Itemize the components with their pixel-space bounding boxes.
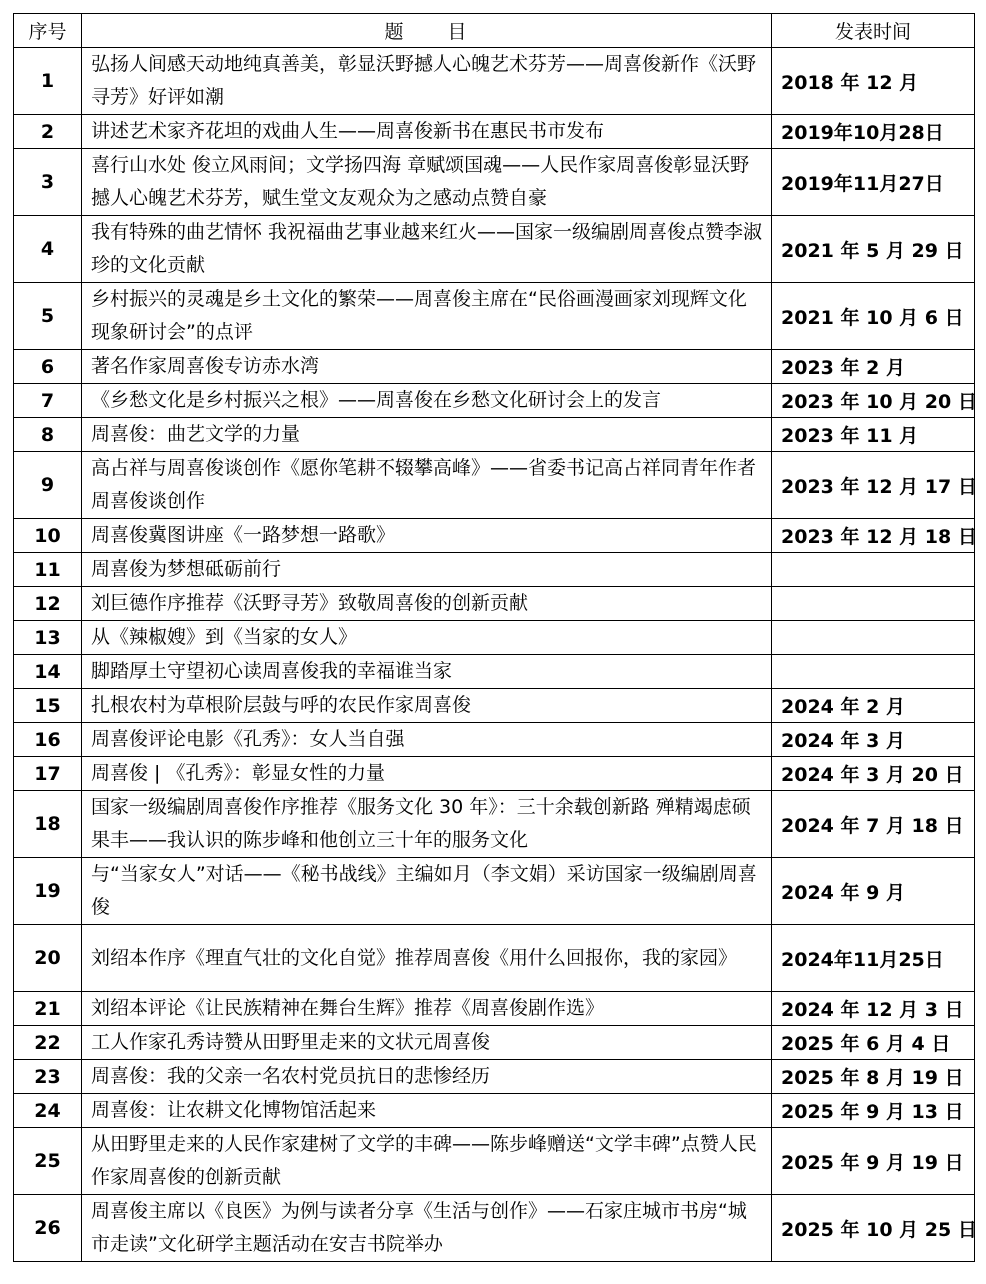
row-number: 11 (14, 553, 82, 587)
table-row (14, 115, 975, 149)
row-date: 2024 年 3 月 20 日 (772, 757, 975, 791)
row-date: 2025 年 9 月 19 日 (772, 1128, 975, 1195)
table-row (14, 925, 975, 992)
row-number: 8 (14, 418, 82, 452)
row-date: 2024年11月25日 (772, 925, 975, 992)
row-number: 6 (14, 350, 82, 384)
table-row (14, 48, 975, 115)
row-number: 12 (14, 587, 82, 621)
row-number: 22 (14, 1026, 82, 1060)
row-date: 2025 年 10 月 25 日 (772, 1195, 975, 1262)
row-number: 14 (14, 655, 82, 689)
row-title: 高占祥与周喜俊谈创作《愿你笔耕不辍攀高峰》——省委书记高占祥同青年作者周喜俊谈创作 (82, 452, 772, 519)
row-number: 21 (14, 992, 82, 1026)
table-row (14, 452, 975, 519)
row-title: 周喜俊冀图讲座《一路梦想一路歌》 (82, 519, 772, 553)
table-body (14, 48, 975, 1262)
row-date: 2025 年 8 月 19 日 (772, 1060, 975, 1094)
row-date (772, 553, 975, 587)
table-row (14, 1128, 975, 1195)
row-title: 周喜俊：曲艺文学的力量 (82, 418, 772, 452)
row-title: 周喜俊 | 《孔秀》：彰显女性的力量 (82, 757, 772, 791)
header-row (14, 14, 975, 48)
table-row (14, 1060, 975, 1094)
row-date: 2019年10月28日 (772, 115, 975, 149)
row-date: 2023 年 10 月 20 日 (772, 384, 975, 418)
header-number: 序号 (14, 14, 82, 48)
articles-table (13, 13, 975, 1262)
row-number: 19 (14, 858, 82, 925)
header-date: 发表时间 (772, 14, 975, 48)
row-title: 刘绍本评论《让民族精神在舞台生辉》推荐《周喜俊剧作选》 (82, 992, 772, 1026)
row-title: 脚踏厚土守望初心读周喜俊我的幸福谁当家 (82, 655, 772, 689)
table-row (14, 621, 975, 655)
row-date: 2025 年 6 月 4 日 (772, 1026, 975, 1060)
table-row (14, 992, 975, 1026)
row-title: 从田野里走来的人民作家建树了文学的丰碑——陈步峰赠送“文学丰碑”点赞人民作家周喜俊的创新贡献 (82, 1128, 772, 1195)
table-row (14, 655, 975, 689)
row-number: 18 (14, 791, 82, 858)
table-row (14, 283, 975, 350)
row-date: 2023 年 12 月 18 日 (772, 519, 975, 553)
row-number: 3 (14, 149, 82, 216)
table-row (14, 757, 975, 791)
row-title: 与“当家女人”对话——《秘书战线》主编如月（李文娟）采访国家一级编剧周喜俊 (82, 858, 772, 925)
row-title: 周喜俊：我的父亲一名农村党员抗日的悲惨经历 (82, 1060, 772, 1094)
row-title: 弘扬人间感天动地纯真善美，彰显沃野撼人心魄艺术芬芳——周喜俊新作《沃野寻芳》好评如潮 (82, 48, 772, 115)
row-number: 25 (14, 1128, 82, 1195)
row-number: 5 (14, 283, 82, 350)
row-number: 7 (14, 384, 82, 418)
row-date: 2023 年 12 月 17 日 (772, 452, 975, 519)
row-date: 2023 年 11 月 (772, 418, 975, 452)
table-row (14, 216, 975, 283)
table-row (14, 384, 975, 418)
row-title: 周喜俊评论电影《孔秀》：女人当自强 (82, 723, 772, 757)
row-title: 工人作家孔秀诗赞从田野里走来的文状元周喜俊 (82, 1026, 772, 1060)
table-row (14, 1094, 975, 1128)
table-row (14, 587, 975, 621)
table-row (14, 1026, 975, 1060)
table-row (14, 689, 975, 723)
row-date: 2024 年 12 月 3 日 (772, 992, 975, 1026)
row-date (772, 621, 975, 655)
table-row (14, 350, 975, 384)
row-number: 26 (14, 1195, 82, 1262)
table-row (14, 723, 975, 757)
row-title: 周喜俊为梦想砥砺前行 (82, 553, 772, 587)
row-title: 《乡愁文化是乡村振兴之根》——周喜俊在乡愁文化研讨会上的发言 (82, 384, 772, 418)
header-title: 题 目 (82, 14, 772, 48)
row-number: 4 (14, 216, 82, 283)
row-number: 23 (14, 1060, 82, 1094)
row-title: 喜行山水处 俊立风雨间；文学扬四海 章赋颂国魂——人民作家周喜俊彰显沃野撼人心魄艺术芬芳，赋生堂文友观众为之感动点赞自豪 (82, 149, 772, 216)
row-number: 20 (14, 925, 82, 992)
row-title: 国家一级编剧周喜俊作序推荐《服务文化 30 年》：三十余载创新路 殚精竭虑硕果丰——我认识的陈步峰和他创立三十年的服务文化 (82, 791, 772, 858)
table-row (14, 149, 975, 216)
row-number: 10 (14, 519, 82, 553)
row-number: 15 (14, 689, 82, 723)
row-number: 13 (14, 621, 82, 655)
row-date: 2024 年 2 月 (772, 689, 975, 723)
table-row (14, 519, 975, 553)
row-date (772, 655, 975, 689)
row-date: 2021 年 10 月 6 日 (772, 283, 975, 350)
table-row (14, 418, 975, 452)
row-date: 2024 年 3 月 (772, 723, 975, 757)
row-number: 17 (14, 757, 82, 791)
row-number: 9 (14, 452, 82, 519)
row-title: 著名作家周喜俊专访赤水湾 (82, 350, 772, 384)
row-title: 从《辣椒嫂》到《当家的女人》 (82, 621, 772, 655)
row-number: 1 (14, 48, 82, 115)
row-title: 刘绍本作序《理直气壮的文化自觉》推荐周喜俊《用什么回报你，我的家园》 (82, 925, 772, 992)
row-title: 扎根农村为草根阶层鼓与呼的农民作家周喜俊 (82, 689, 772, 723)
row-title: 周喜俊：让农耕文化博物馆活起来 (82, 1094, 772, 1128)
row-number: 2 (14, 115, 82, 149)
row-date: 2019年11月27日 (772, 149, 975, 216)
row-title: 周喜俊主席以《良医》为例与读者分享《生活与创作》——石家庄城市书房“城市走读”文化研学主题活动在安吉书院举办 (82, 1195, 772, 1262)
row-date: 2024 年 9 月 (772, 858, 975, 925)
row-number: 16 (14, 723, 82, 757)
table-row (14, 858, 975, 925)
row-number: 24 (14, 1094, 82, 1128)
table-row (14, 553, 975, 587)
table-row (14, 791, 975, 858)
row-date: 2025 年 9 月 13 日 (772, 1094, 975, 1128)
row-title: 刘巨德作序推荐《沃野寻芳》致敬周喜俊的创新贡献 (82, 587, 772, 621)
table-row (14, 1195, 975, 1262)
row-title: 我有特殊的曲艺情怀 我祝福曲艺事业越来红火——国家一级编剧周喜俊点赞李淑珍的文化贡献 (82, 216, 772, 283)
row-date: 2021 年 5 月 29 日 (772, 216, 975, 283)
row-title: 乡村振兴的灵魂是乡土文化的繁荣——周喜俊主席在“民俗画漫画家刘现辉文化现象研讨会”的点评 (82, 283, 772, 350)
row-title: 讲述艺术家齐花坦的戏曲人生——周喜俊新书在惠民书市发布 (82, 115, 772, 149)
row-date (772, 587, 975, 621)
row-date: 2018 年 12 月 (772, 48, 975, 115)
row-date: 2023 年 2 月 (772, 350, 975, 384)
row-date: 2024 年 7 月 18 日 (772, 791, 975, 858)
